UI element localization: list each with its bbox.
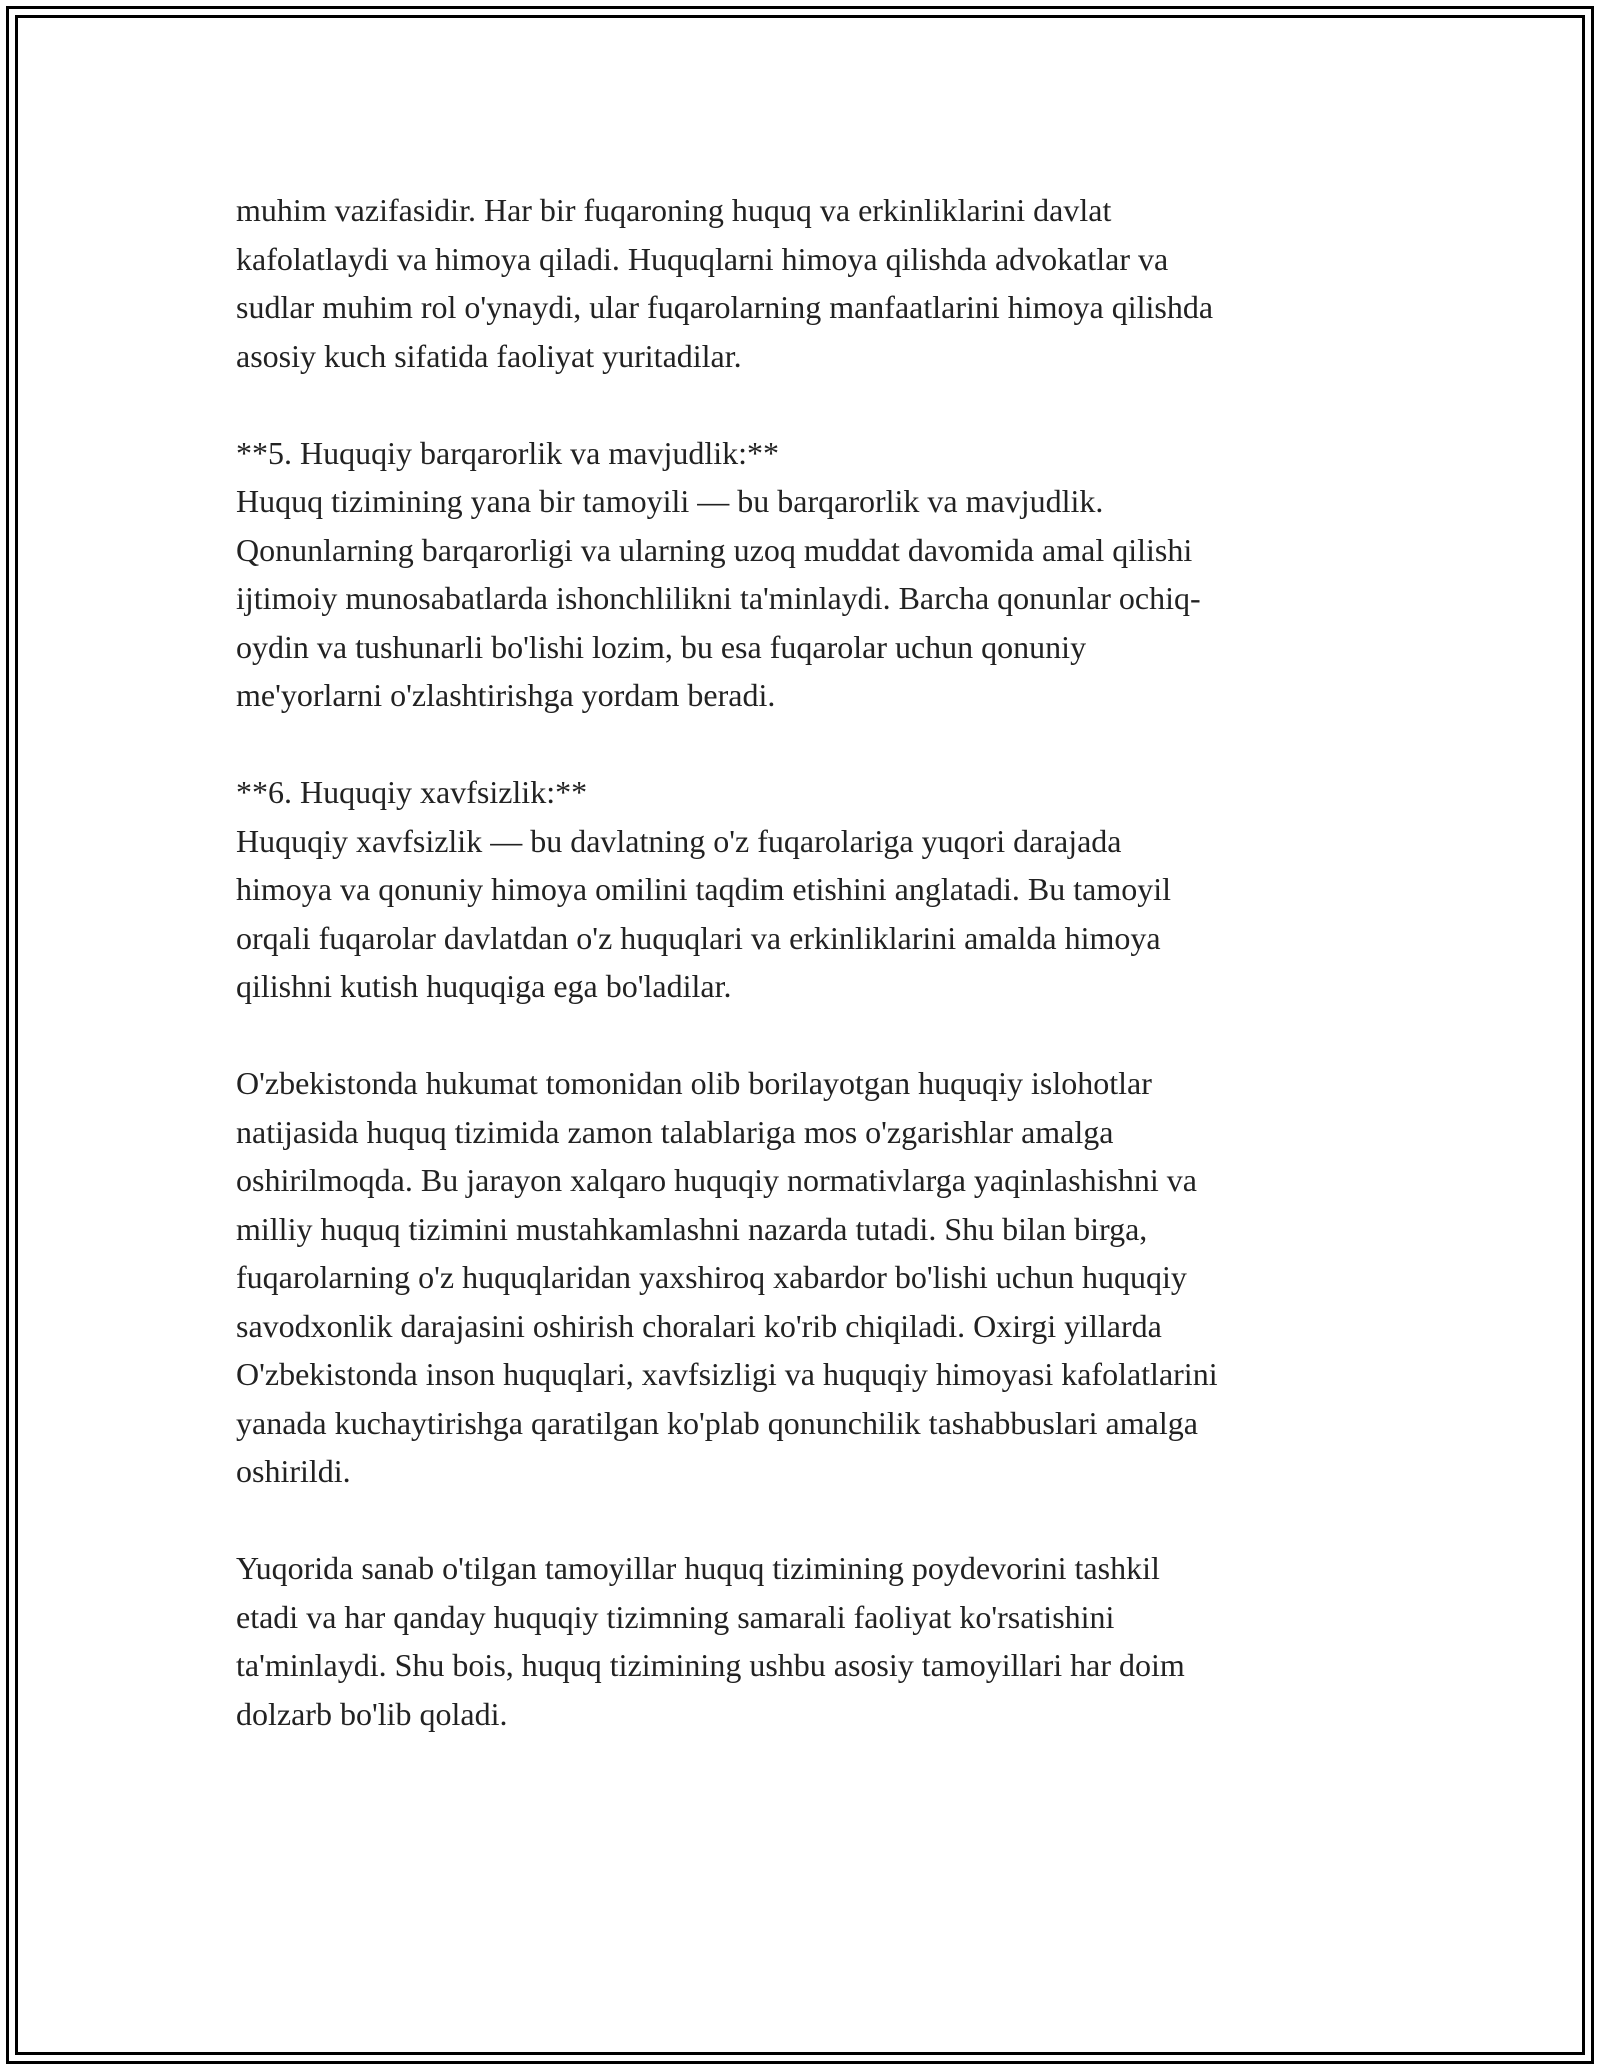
text-line: sudlar muhim rol o'ynaydi, ular fuqarolarning manfaatlarini himoya qilishda xyxy=(236,289,1214,325)
paragraph-reforms xyxy=(236,1059,1376,1496)
text-line: Huquqiy xavfsizlik — bu davlatning o'z fuqarolariga yuqori darajada xyxy=(236,822,1122,859)
text-line: O'zbekistonda hukumat tomonidan olib borilayotgan huquqiy islohotlar xyxy=(236,1065,1152,1101)
text-line: orqali fuqarolar davlatdan o'z huquqlari va erkinliklarini amalda himoya xyxy=(236,919,1161,956)
paragraph-rights-protection xyxy=(236,186,1376,380)
text-line: kafolatlaydi va himoya qiladi. Huquqlarni himoya qilishda advokatlar va xyxy=(236,240,1169,277)
text-line: fuqarolarning o'z huquqlaridan yaxshiroq xabardor bo'lishi uchun huquqiy xyxy=(236,1259,1187,1295)
text-line: O'zbekistonda inson huquqlari, xavfsizligi va huquqiy himoyasi kafolatlarini xyxy=(236,1356,1218,1392)
text-line: me'yorlarni o'zlashtirishga yordam beradi. xyxy=(236,677,776,713)
text-line: Huquq tizimining yana bir tamoyili — bu barqarorlik va mavjudlik. xyxy=(236,483,1104,519)
text-line: oshirilmoqda. Bu jarayon xalqaro huquqiy normativlarga yaqinlashishni va xyxy=(236,1162,1197,1198)
section-5-stability xyxy=(236,429,1376,720)
text-line: etadi va har qanday huquqiy tizimning samarali faoliyat ko'rsatishini xyxy=(236,1598,1115,1635)
text-line: dolzarb bo'lib qoladi. xyxy=(236,1695,508,1732)
section-heading: **6. Huquqiy xavfsizlik:** xyxy=(236,774,588,810)
text-line: ijtimoiy munosabatlarda ishonchlilikni ta'minlaydi. Barcha qonunlar ochiq- xyxy=(236,580,1201,616)
section-6-security xyxy=(236,768,1376,1011)
text-line: savodxonlik darajasini oshirish choralari ko'rib chiqiladi. Oxirgi yillarda xyxy=(236,1307,1162,1344)
text-line: qilishni kutish huquqiga ega bo'ladilar. xyxy=(236,968,732,1004)
section-heading: **5. Huquqiy barqarorlik va mavjudlik:** xyxy=(236,434,780,471)
text-line: muhim vazifasidir. Har bir fuqaroning huquq va erkinliklarini davlat xyxy=(236,192,1112,228)
text-line: asosiy kuch sifatida faoliyat yuritadilar. xyxy=(236,337,742,374)
text-line: yanada kuchaytirishga qaratilgan ko'plab qonunchilik tashabbuslari amalga xyxy=(236,1404,1198,1441)
text-line: milliy huquq tizimini mustahkamlashni nazarda tutadi. Shu bilan birga, xyxy=(236,1210,1148,1247)
text-line: Qonunlarning barqarorligi va ularning uzoq muddat davomida amal qilishi xyxy=(236,531,1193,568)
text-line: oshirildi. xyxy=(236,1453,351,1489)
document-body xyxy=(236,186,1376,1787)
text-line: ta'minlaydi. Shu bois, huquq tizimining ushbu asosiy tamoyillari har doim xyxy=(236,1647,1185,1683)
text-line: himoya va qonuniy himoya omilini taqdim etishini anglatadi. Bu tamoyil xyxy=(236,871,1171,907)
text-line: oydin va tushunarli bo'lishi lozim, bu esa fuqarolar uchun qonuniy xyxy=(236,628,1087,665)
text-line: natijasida huquq tizimida zamon talablariga mos o'zgarishlar amalga xyxy=(236,1113,1114,1150)
text-line: Yuqorida sanab o'tilgan tamoyillar huquq tizimining poydevorini tashkil xyxy=(236,1550,1160,1586)
paragraph-conclusion xyxy=(236,1544,1376,1738)
